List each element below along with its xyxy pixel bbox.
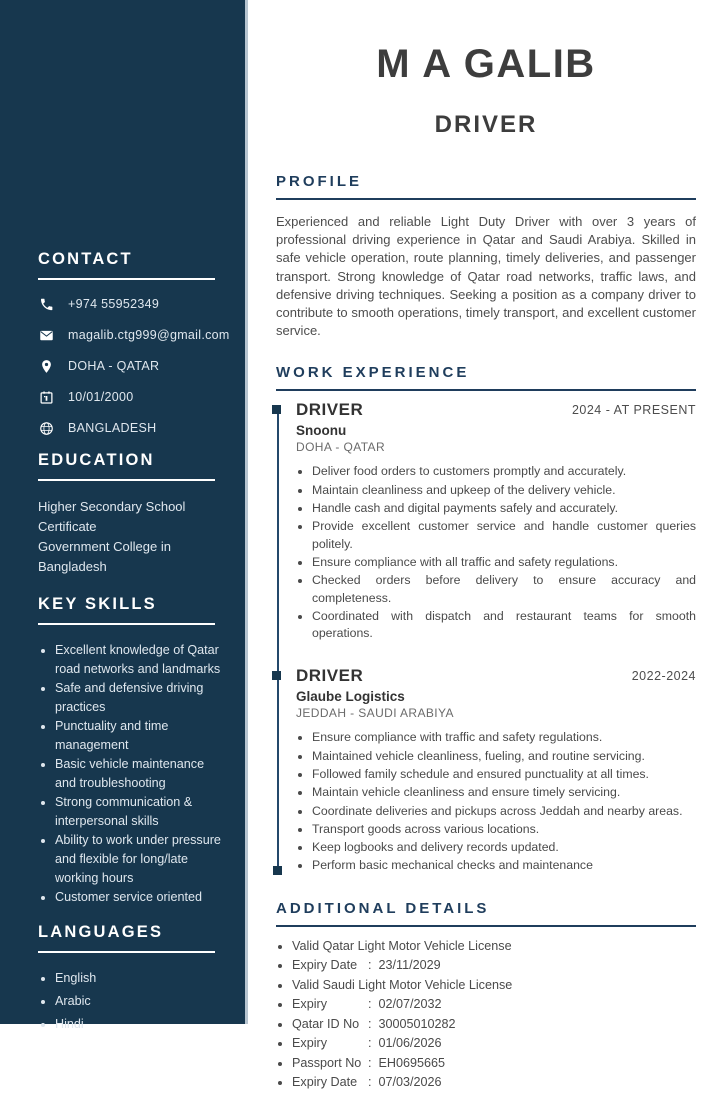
job-entry-snoonu [296, 400, 696, 642]
globe-icon [38, 420, 54, 436]
calendar-icon [38, 389, 54, 405]
job-bullet: • Keep logbooks and delivery records updated. [312, 839, 696, 856]
job-company: Snoonu [296, 423, 347, 439]
contact-heading: CONTACT [38, 250, 215, 280]
job-bullet-list [296, 463, 696, 642]
detail-value: : 23/11/2029 [368, 958, 441, 973]
languages-section [38, 923, 227, 1034]
language-item: • English [55, 969, 227, 988]
job-location: DOHA - QATAR [296, 440, 386, 455]
contact-location-text: DOHA - QATAR [68, 359, 160, 373]
education-line: Higher Secondary School Certificate [38, 499, 186, 534]
additional-details-list [276, 937, 696, 1093]
email-icon [38, 327, 54, 343]
contact-item-phone [38, 296, 227, 312]
job-period: 2022-2024 [631, 669, 696, 684]
contact-item-email [38, 327, 230, 343]
job-bullet: • Maintained vehicle cleanliness, fueling, and routine servicing. [312, 748, 696, 765]
job-header [296, 666, 696, 686]
detail-label: Expiry [292, 997, 327, 1012]
key-skills-heading: KEY SKILLS [38, 595, 215, 625]
job-title: DRIVER [296, 666, 364, 686]
detail-item [292, 956, 696, 976]
language-item: • Arabic [55, 992, 227, 1011]
job-bullet: • Maintain vehicle cleanliness and ensure timely servicing. [312, 784, 696, 801]
detail-value: : 02/07/2032 [368, 997, 442, 1012]
key-skills-section [38, 595, 227, 907]
detail-item [292, 937, 696, 957]
education-section [38, 451, 227, 577]
additional-details-section [276, 900, 696, 1093]
language-item: • Hindi [55, 1015, 227, 1034]
skill-item: • Punctuality and time management [55, 717, 227, 755]
skill-item: • Safe and defensive driving practices [55, 679, 227, 717]
detail-item [292, 995, 696, 1015]
contact-birthdate-text: 10/01/2000 [68, 390, 134, 404]
job-bullet: • Deliver food orders to customers promptly and accurately. [312, 463, 696, 480]
work-experience-section [276, 364, 696, 874]
job-bullet: • Ensure compliance with traffic and safety regulations. [312, 729, 696, 746]
contact-country-text: BANGLADESH [68, 421, 157, 435]
contact-item-birthdate [38, 389, 227, 405]
job-bullet: • Maintain cleanliness and upkeep of the delivery vehicle. [312, 482, 696, 499]
education-heading: EDUCATION [38, 451, 215, 481]
job-header [296, 400, 696, 420]
detail-item [292, 1034, 696, 1054]
job-company: Glaube Logistics [296, 689, 405, 705]
contact-list [38, 296, 230, 436]
detail-item [292, 1054, 696, 1074]
contact-item-country [38, 420, 227, 436]
skill-item: • Excellent knowledge of Qatar road networks and landmarks [55, 641, 227, 679]
additional-details-heading: ADDITIONAL DETAILS [276, 900, 696, 927]
contact-item-location [38, 358, 227, 374]
job-bullet: • Provide excellent customer service and handle customer queries politely. [312, 518, 696, 553]
detail-label: Valid Qatar Light Motor Vehicle License [292, 938, 512, 953]
education-line: Government College in Bangladesh [38, 539, 171, 574]
detail-label: Qatar ID No [292, 1016, 360, 1031]
job-period: 2024 - AT PRESENT [571, 403, 696, 418]
job-title: DRIVER [296, 400, 364, 420]
detail-value: : 07/03/2026 [368, 1075, 442, 1090]
detail-item [292, 976, 696, 996]
job-bullet: • Coordinate deliveries and pickups across Jeddah and nearby areas. [312, 803, 696, 820]
experience-timeline [276, 400, 696, 874]
contact-section [38, 250, 230, 436]
skill-item: • Basic vehicle maintenance and troubleshooting [55, 755, 227, 793]
skill-item: • Customer service oriented [55, 888, 227, 907]
detail-label: Expiry Date [292, 958, 358, 973]
phone-icon [38, 296, 54, 312]
job-bullet: • Handle cash and digital payments safely and accurately. [312, 500, 696, 517]
contact-phone-text: +974 55952349 [68, 297, 160, 311]
sidebar [0, 0, 248, 1031]
detail-label: Expiry Date [292, 1075, 358, 1090]
detail-value: : 01/06/2026 [368, 1036, 442, 1051]
detail-value: : 30005010282 [368, 1016, 456, 1031]
detail-value: : EH0695665 [368, 1055, 446, 1070]
job-bullet: • Followed family schedule and ensured punctuality at all times. [312, 766, 696, 783]
candidate-title: DRIVER [434, 111, 538, 138]
job-bullet: • Checked orders before delivery to ensure accuracy and completeness. [312, 572, 696, 607]
job-bullet: • Coordinated with dispatch and restaurant teams for smooth operations. [312, 608, 696, 643]
work-experience-heading: WORK EXPERIENCE [276, 364, 696, 391]
skill-item: • Strong communication & interpersonal skills [55, 793, 227, 831]
job-bullet: • Perform basic mechanical checks and maintenance [312, 857, 696, 874]
profile-section [276, 173, 696, 340]
education-block [38, 497, 227, 577]
job-bullet-list [296, 729, 696, 874]
languages-list [38, 969, 227, 1034]
detail-item [292, 1015, 696, 1035]
profile-text: Experienced and reliable Light Duty Driver with over 3 years of professional driving experience in Qatar and Saudi Arabiya. Skilled in safe vehicle operation, route planning, timely deliveries, and passenger transport. Strong knowledge of Qatar road networks, traffic laws, and defensive driving techniques. Seeking a position as a company driver to contribute to smooth operations, timely transport, and excellent customer service. [276, 214, 696, 339]
candidate-name: M A GALIB [376, 42, 596, 86]
detail-item [292, 1073, 696, 1093]
skill-item: • Ability to work under pressure and flexible for long/late working hours [55, 831, 227, 888]
languages-heading: LANGUAGES [38, 923, 215, 953]
job-entry-glaube-logistics [296, 666, 696, 874]
main-content [248, 0, 725, 1090]
contact-email-text: magalib.ctg999@gmail.com [68, 328, 230, 342]
detail-label: Valid Saudi Light Motor Vehicle License [292, 977, 513, 992]
job-location: JEDDAH - SAUDI ARABIYA [296, 706, 454, 721]
location-pin-icon [38, 358, 54, 374]
detail-label: Expiry [292, 1036, 327, 1051]
detail-label: Passport No [292, 1055, 362, 1070]
profile-heading: PROFILE [276, 173, 696, 200]
job-bullet: • Transport goods across various locations. [312, 821, 696, 838]
job-bullet: • Ensure compliance with all traffic and safety regulations. [312, 554, 696, 571]
key-skills-list [38, 641, 227, 907]
